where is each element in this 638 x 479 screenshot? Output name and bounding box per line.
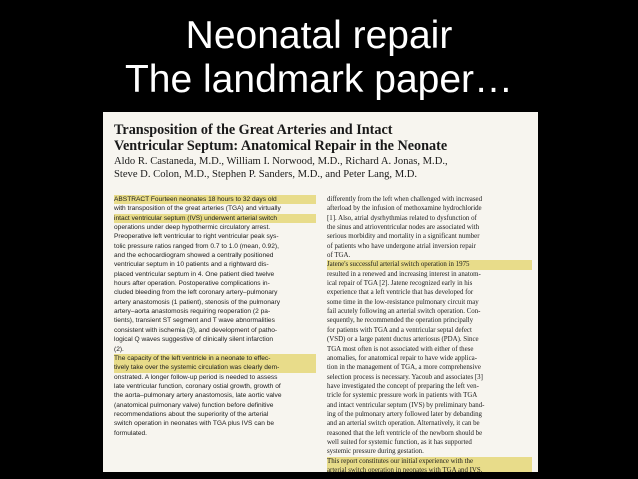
body-line: serious morbidity and mortality in a significant number xyxy=(327,233,480,241)
body-line: experience that a left ventricle that has developed for xyxy=(327,289,474,297)
abstract-line: hours after operation. Postoperative complications in- xyxy=(114,280,270,288)
authors-line-2: Steve D. Colon, M.D., Stephen P. Sanders, M.D., and Peter Lang, M.D. xyxy=(114,168,418,180)
paper-title xyxy=(114,122,534,154)
abstract-line: Preoperative left ventricular to right ventricular peak sys- xyxy=(114,233,279,241)
abstract-line: operations under deep hypothermic circulatory arrest. xyxy=(114,224,271,232)
abstract-line: switch operation in neonates with TGA plus IVS can be xyxy=(114,420,275,428)
abstract-line: cluded bleeding from the left coronary artery–pulmonary xyxy=(114,289,278,297)
body-line: arterial switch operation in neonates with TGA and IVS. xyxy=(327,466,532,472)
abstract-line: consistent with ischemia (3), and development of patho- xyxy=(114,326,278,334)
body-line: TGA most often is not associated with either of these xyxy=(327,345,474,353)
abstract-line: recommendations about the superiority of the arterial xyxy=(114,410,269,418)
paper-title-line-2: Ventricular Septum: Anatomical Repair in the Neonate xyxy=(114,138,448,154)
body-column xyxy=(327,195,532,472)
body-line: the sinus and atrioventricular nodes are associated with xyxy=(327,224,480,232)
body-line: fail acutely following an arterial switch operation. Con- xyxy=(327,308,481,316)
slide-title xyxy=(0,14,638,102)
abstract-line: tients), transient ST segment and T wave abnormalities xyxy=(114,317,275,325)
abstract-line: late ventricular function, coronary ostial growth, growth of xyxy=(114,382,281,390)
body-line: (VSD) or a large patent ductus arteriosus (PDA). Since xyxy=(327,336,479,344)
body-line: tion in the management of TGA, a more comprehensive xyxy=(327,364,481,372)
abstract-line: The capacity of the left ventricle in a neonate to effec- xyxy=(114,354,316,363)
body-line: afterload by the infusion of methoxamine hydrochloride xyxy=(327,205,482,213)
abstract-line: (anatomical pulmonary valve) function before definitive xyxy=(114,401,274,409)
body-line: have investigated the concept of preparing the left ven- xyxy=(327,382,479,390)
abstract-line: (2). xyxy=(114,345,124,353)
body-line: resulted in a renewed and increasing interest in anatom- xyxy=(327,270,481,278)
paper-authors xyxy=(114,156,534,181)
paper-scan xyxy=(103,112,538,472)
body-line: and an arterial switch operation. Alternatively, it can be xyxy=(327,420,480,428)
abstract-line: tolic pressure ratios ranged from 0.7 to 1.0 (mean, 0.92), xyxy=(114,242,279,250)
body-line: This report constitutes our initial experience with the xyxy=(327,457,532,466)
slide-title-line-1: Neonatal repair xyxy=(185,14,453,57)
abstract-line: artery–aorta anastomosis requiring reoperation (2 pa- xyxy=(114,308,271,316)
body-line: anomalies, for anatomical repair to have wide applica- xyxy=(327,354,477,362)
authors-line-1: Aldo R. Castaneda, M.D., William I. Norwood, M.D., Richard A. Jonas, M.D., xyxy=(114,156,448,167)
body-line: and intact ventricular septum (IVS) by preliminary band- xyxy=(327,401,485,409)
abstract-line: onstrated. A longer follow-up period is needed to assess xyxy=(114,373,278,381)
paper-title-line-1: Transposition of the Great Arteries and Intact xyxy=(114,122,393,138)
abstract-line: logical Q waves suggestive of clinically silent infarction xyxy=(114,336,274,344)
body-line: of patients who have undergone atrial inversion repair xyxy=(327,242,476,250)
body-line: tricle for systemic pressure work in patients with TGA xyxy=(327,392,478,400)
body-line: of TGA. xyxy=(327,252,351,260)
abstract-line: intact ventricular septum (IVS) underwent arterial switch xyxy=(114,214,316,223)
body-line: well suited for systemic function, as it has supported xyxy=(327,438,472,446)
abstract-line: with transposition of the great arteries (TGA) and virtually xyxy=(114,205,281,213)
abstract-line: artery anastomosis (1 patient), stenosis of the pulmonary xyxy=(114,298,281,306)
body-line: differently from the left when challenged with increased xyxy=(327,196,483,203)
body-line: some time in the low-resistance pulmonary circuit may xyxy=(327,298,479,306)
body-line: ical repair of TGA [2]. Jatene recognized early in his xyxy=(327,280,473,288)
slide-title-line-2: The landmark paper… xyxy=(124,58,514,101)
abstract-line: ventricular septum in 10 patients and a rightward dis- xyxy=(114,261,269,269)
abstract-line: ABSTRACT Fourteen neonates 18 hours to 32 days old xyxy=(114,195,316,204)
abstract-line: placed ventricular septum in 4. One patient died twelve xyxy=(114,270,275,278)
body-line: ing of the pulmonary artery followed later by debanding xyxy=(327,410,482,418)
abstract-line: the aorta–pulmonary artery anastomosis, late aortic valve xyxy=(114,392,282,400)
abstract-line: formulated. xyxy=(114,429,147,437)
abstract-line: and the echocardiogram showed a centrally positioned xyxy=(114,252,274,260)
body-line: for patients with TGA and a ventricular septal defect xyxy=(327,326,472,334)
body-line: sequently, he recommended the operation principally xyxy=(327,317,474,325)
abstract-column xyxy=(114,195,316,438)
body-line: reasoned that the left ventricle of the newborn should be xyxy=(327,429,483,437)
body-line: Jatene's successful arterial switch operation in 1975 xyxy=(327,260,532,269)
body-line: [1]. Also, atrial dysrhythmias related to dysfunction of xyxy=(327,214,477,222)
body-line: systemic pressure during gestation. xyxy=(327,448,424,456)
abstract-line: tively take over the systemic circulation was clearly dem- xyxy=(114,363,316,372)
body-line: selection process is necessary. Yacoub and associates [3] xyxy=(327,373,483,381)
